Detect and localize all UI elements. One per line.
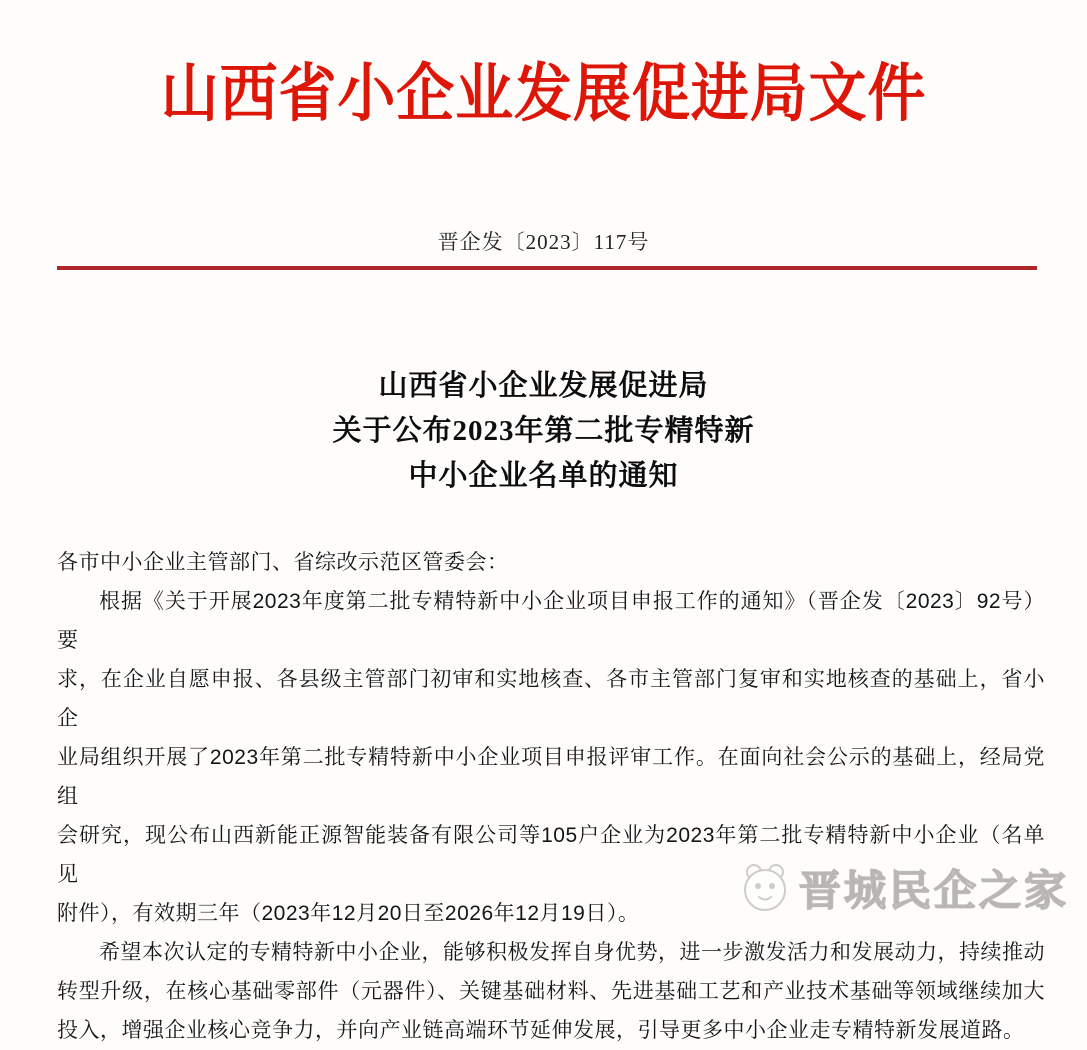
paragraph-line: 业局组织开展了2023年第二批专精特新中小企业项目申报评审工作。在面向社会公示的基础上，经局党组 — [57, 746, 1045, 808]
paragraph-line: 求，在企业自愿申报、各县级主管部门初审和实地核查、各市主管部门复审和实地核查的基础上，省小企 — [57, 668, 1045, 730]
paragraph-line: 根据《关于开展2023年度第二批专精特新中小企业项目申报工作的通知》（晋企发〔2023〕92号）要 — [57, 590, 1045, 652]
notice-body — [57, 543, 1045, 1050]
notice-title — [0, 364, 1087, 499]
notice-title-line-2: 关于公布2023年第二批专精特新 — [332, 415, 755, 447]
paragraph-line: 转型升级，在核心基础零部件（元器件）、关键基础材料、先进基础工艺和产业技术基础等领域继续加大 — [57, 980, 1045, 1003]
salutation-line: 各市中小企业主管部门、省综改示范区管委会： — [57, 551, 509, 574]
paragraph-2 — [57, 933, 1045, 1050]
notice-title-line-1: 山西省小企业发展促进局 — [378, 370, 709, 402]
letterhead-title: 山西省小企业发展促进局文件 — [160, 59, 927, 129]
paragraph-line: 投入，增强企业核心竞争力，并向产业链高端环节延伸发展，引导更多中小企业走专精特新发展道路。 — [57, 1019, 1025, 1042]
paragraph-line: 会研究，现公布山西新能正源智能装备有限公司等105户企业为2023年第二批专精特新中小企业（名单见 — [57, 824, 1045, 886]
red-separator-rule — [57, 266, 1037, 270]
official-document-page — [0, 50, 1087, 1042]
paragraph-line: 希望本次认定的专精特新中小企业，能够积极发挥自身优势，进一步激发活力和发展动力，持续推动 — [99, 941, 1045, 964]
document-reference-number: 晋企发〔2023〕117号 — [437, 230, 650, 254]
paragraph-1 — [57, 582, 1045, 933]
watermark-text: 晋城民企之家 — [798, 867, 1069, 914]
paragraph-line: 附件），有效期三年（2023年12月20日至2026年12月19日）。 — [57, 902, 640, 925]
notice-title-line-3: 中小企业名单的通知 — [408, 460, 679, 492]
